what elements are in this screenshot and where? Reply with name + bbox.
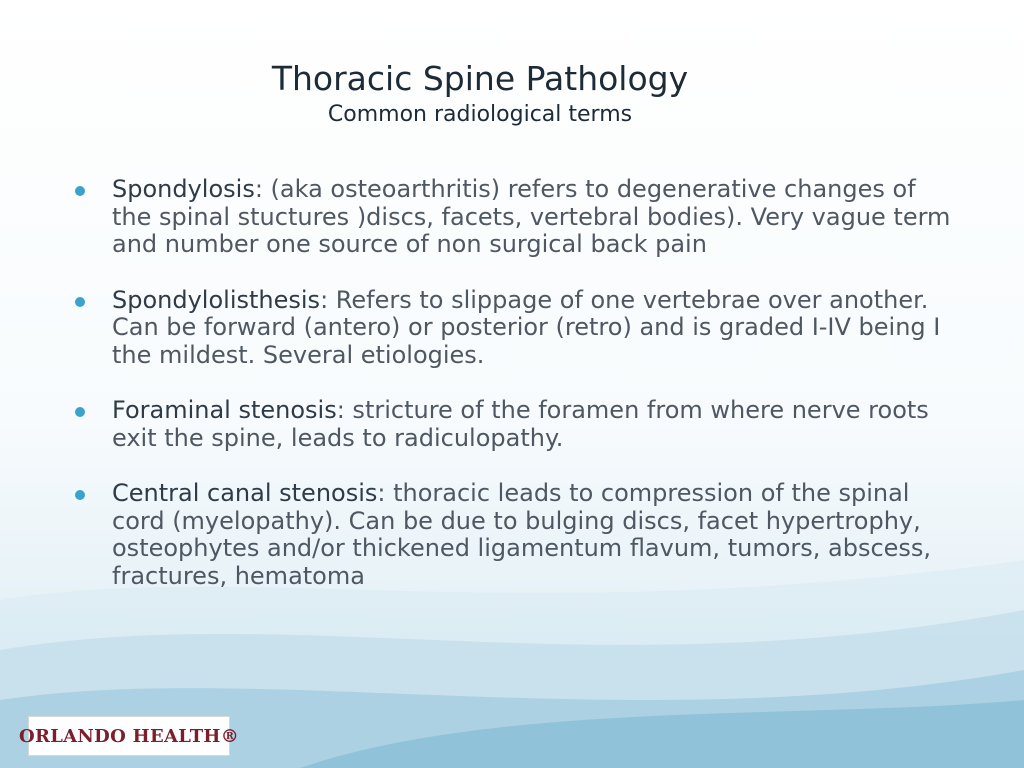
bullet-description: : stricture of the foramen from where nerve roots exit the spine, leads to radiculopathy. [112,396,929,452]
bullet-item [72,397,952,452]
bullet-term: Foraminal stenosis [112,396,337,424]
bullet-dot-icon [75,186,85,196]
bullet-dot-icon [75,407,85,417]
bullet-dot-icon [75,297,85,307]
bullet-list [72,176,952,618]
bullet-text [112,176,952,259]
bullet-term: Spondylolisthesis [112,285,321,314]
bullet-dot-icon [75,490,85,500]
orlando-health-logo [18,716,240,756]
logo-text: ORLANDO HEALTH® [18,725,240,747]
bullet-text [112,397,952,452]
bullet-term: Spondylosis [112,175,255,203]
slide-subtitle: Common radiological terms [327,102,633,127]
bullet-description: : thoracic leads to compression of the spinal cord (myelopathy). Can be due to bulging discs, facet hypertrophy, osteophytes and/or thickened ligamentum flavum, tumors, abscess, fractures, hematoma [112,479,932,590]
slide-title: Thoracic Spine Pathology [271,59,689,98]
bullet-item [72,480,952,590]
bullet-term: Central canal stenosis [112,479,378,507]
bullet-item [72,176,952,259]
bullet-description: : (aka osteoarthritis) refers to degenerative changes of the spinal stuctures )discs, facets, vertebral bodies). Very vague term and number one source of non surgical back pain [112,175,951,258]
bullet-text [112,480,952,590]
title-block [0,58,960,130]
bullet-description: : Refers to slippage of one vertebrae over another. Can be forward (antero) or posterior (retro) and is graded I-IV being I the mildest. Several etiologies. [112,285,941,369]
bullet-text [112,287,952,370]
bullet-item [72,287,952,370]
